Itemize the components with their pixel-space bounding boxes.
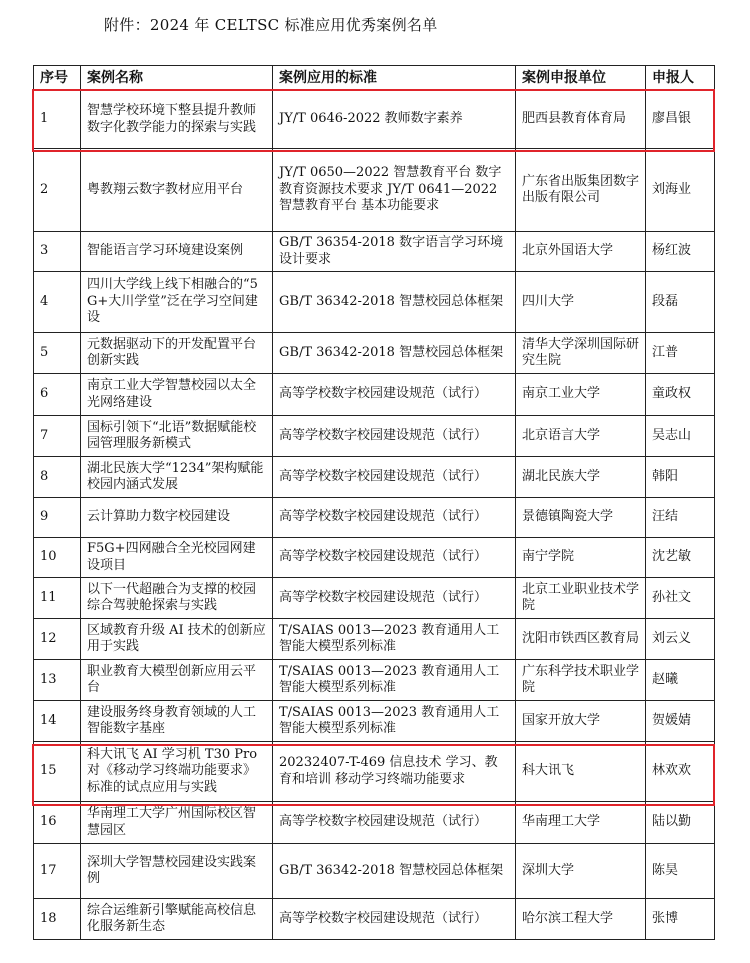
row-person: 段磊 [646, 272, 715, 333]
cases-table [33, 65, 715, 940]
row-case-name: 科大讯飞 AI 学习机 T30 Pro 对《移动学习终端功能要求》标准的试点应用与实践 [81, 742, 273, 802]
header-person: 申报人 [646, 66, 715, 91]
row-standard: GB/T 36342-2018 智慧校园总体框架 [273, 333, 516, 374]
table-row [34, 578, 715, 619]
row-standard: GB/T 36354-2018 数字语言学习环境设计要求 [273, 232, 516, 272]
row-person: 童政权 [646, 374, 715, 416]
row-standard: GB/T 36342-2018 智慧校园总体框架 [273, 844, 516, 899]
row-no: 6 [34, 374, 81, 416]
row-case-name: 湖北民族大学“1234”架构赋能校园内涵式发展 [81, 457, 273, 498]
row-standard: 高等学校数字校园建设规范（试行） [273, 538, 516, 578]
row-person: 刘云义 [646, 619, 715, 660]
row-case-name: 深圳大学智慧校园建设实践案例 [81, 844, 273, 899]
table-header-row [34, 66, 715, 91]
row-unit: 深圳大学 [516, 844, 646, 899]
row-no: 3 [34, 232, 81, 272]
row-standard: 高等学校数字校园建设规范（试行） [273, 416, 516, 457]
row-standard: 高等学校数字校园建设规范（试行） [273, 899, 516, 940]
row-no: 11 [34, 578, 81, 619]
row-person: 杨红波 [646, 232, 715, 272]
row-unit: 湖北民族大学 [516, 457, 646, 498]
row-person: 贺媛婧 [646, 701, 715, 742]
header-no: 序号 [34, 66, 81, 91]
row-case-name: 云计算助力数字校园建设 [81, 498, 273, 538]
row-no: 2 [34, 149, 81, 232]
row-standard: JY/T 0650—2022 智慧教育平台 数字教育资源技术要求 JY/T 0641—2022 智慧教育平台 基本功能要求 [273, 149, 516, 232]
row-person: 孙社文 [646, 578, 715, 619]
row-unit: 北京外国语大学 [516, 232, 646, 272]
table-row [34, 619, 715, 660]
row-person: 林欢欢 [646, 742, 715, 802]
row-no: 10 [34, 538, 81, 578]
row-unit: 国家开放大学 [516, 701, 646, 742]
table-row [34, 416, 715, 457]
row-standard: 高等学校数字校园建设规范（试行） [273, 457, 516, 498]
row-unit: 肥西县教育体育局 [516, 91, 646, 149]
row-no: 15 [34, 742, 81, 802]
row-person: 陈昊 [646, 844, 715, 899]
row-case-name: 粤教翔云数字教材应用平台 [81, 149, 273, 232]
row-case-name: F5G+四网融合全光校园网建设项目 [81, 538, 273, 578]
row-person: 江普 [646, 333, 715, 374]
table-row [34, 660, 715, 701]
row-unit: 北京语言大学 [516, 416, 646, 457]
table-row [34, 457, 715, 498]
row-no: 12 [34, 619, 81, 660]
row-unit: 北京工业职业技术学院 [516, 578, 646, 619]
row-unit: 广东省出版集团数字出版有限公司 [516, 149, 646, 232]
row-no: 18 [34, 899, 81, 940]
table-row [34, 742, 715, 802]
row-standard: 高等学校数字校园建设规范（试行） [273, 374, 516, 416]
row-standard: 高等学校数字校园建设规范（试行） [273, 578, 516, 619]
table-row [34, 272, 715, 333]
row-case-name: 建设服务终身教育领域的人工智能数字基座 [81, 701, 273, 742]
row-unit: 清华大学深圳国际研究生院 [516, 333, 646, 374]
row-case-name: 四川大学线上线下相融合的“5G+大川学堂”泛在学习空间建设 [81, 272, 273, 333]
row-case-name: 智能语言学习环境建设案例 [81, 232, 273, 272]
row-unit: 四川大学 [516, 272, 646, 333]
table-row [34, 498, 715, 538]
row-person: 陆以勤 [646, 802, 715, 844]
header-unit: 案例申报单位 [516, 66, 646, 91]
table-row [34, 701, 715, 742]
row-case-name: 智慧学校环境下整县提升教师数字化教学能力的探索与实践 [81, 91, 273, 149]
row-no: 8 [34, 457, 81, 498]
table-row [34, 149, 715, 232]
table-row [34, 538, 715, 578]
header-standard: 案例应用的标准 [273, 66, 516, 91]
row-no: 5 [34, 333, 81, 374]
row-standard: GB/T 36342-2018 智慧校园总体框架 [273, 272, 516, 333]
table-row [34, 232, 715, 272]
row-unit: 哈尔滨工程大学 [516, 899, 646, 940]
row-standard: T/SAIAS 0013—2023 教育通用人工智能大模型系列标准 [273, 701, 516, 742]
row-case-name: 以下一代超融合为支撑的校园综合驾驶舱探索与实践 [81, 578, 273, 619]
row-person: 张博 [646, 899, 715, 940]
row-no: 14 [34, 701, 81, 742]
row-standard: T/SAIAS 0013—2023 教育通用人工智能大模型系列标准 [273, 660, 516, 701]
row-case-name: 区域教育升级 AI 技术的创新应用于实践 [81, 619, 273, 660]
table-row [34, 374, 715, 416]
row-no: 16 [34, 802, 81, 844]
table-row [34, 91, 715, 149]
row-person: 廖昌银 [646, 91, 715, 149]
row-unit: 沈阳市铁西区教育局 [516, 619, 646, 660]
row-person: 吴志山 [646, 416, 715, 457]
row-unit: 科大讯飞 [516, 742, 646, 802]
row-case-name: 国标引领下“北语”数据赋能校园管理服务新模式 [81, 416, 273, 457]
row-standard: 高等学校数字校园建设规范（试行） [273, 498, 516, 538]
row-unit: 广东科学技术职业学院 [516, 660, 646, 701]
document-title: 附件：2024 年 CELTSC 标准应用优秀案例名单 [104, 16, 438, 34]
header-case-name: 案例名称 [81, 66, 273, 91]
table-row [34, 844, 715, 899]
row-no: 4 [34, 272, 81, 333]
row-person: 赵曦 [646, 660, 715, 701]
row-case-name: 华南理工大学广州国际校区智慧园区 [81, 802, 273, 844]
table-row [34, 899, 715, 940]
row-unit: 南京工业大学 [516, 374, 646, 416]
row-unit: 景德镇陶瓷大学 [516, 498, 646, 538]
table-row [34, 333, 715, 374]
row-person: 沈艺敏 [646, 538, 715, 578]
row-case-name: 元数据驱动下的开发配置平台创新实践 [81, 333, 273, 374]
table-row [34, 802, 715, 844]
row-case-name: 综合运维新引擎赋能高校信息化服务新生态 [81, 899, 273, 940]
row-no: 1 [34, 91, 81, 149]
row-case-name: 南京工业大学智慧校园以太全光网络建设 [81, 374, 273, 416]
row-person: 刘海业 [646, 149, 715, 232]
row-case-name: 职业教育大模型创新应用云平台 [81, 660, 273, 701]
row-standard: JY/T 0646-2022 教师数字素养 [273, 91, 516, 149]
row-unit: 华南理工大学 [516, 802, 646, 844]
row-standard: 20232407-T-469 信息技术 学习、教育和培训 移动学习终端功能要求 [273, 742, 516, 802]
row-unit: 南宁学院 [516, 538, 646, 578]
row-standard: 高等学校数字校园建设规范（试行） [273, 802, 516, 844]
row-person: 汪结 [646, 498, 715, 538]
row-no: 9 [34, 498, 81, 538]
row-no: 7 [34, 416, 81, 457]
row-standard: T/SAIAS 0013—2023 教育通用人工智能大模型系列标准 [273, 619, 516, 660]
row-no: 13 [34, 660, 81, 701]
row-no: 17 [34, 844, 81, 899]
row-person: 韩阳 [646, 457, 715, 498]
